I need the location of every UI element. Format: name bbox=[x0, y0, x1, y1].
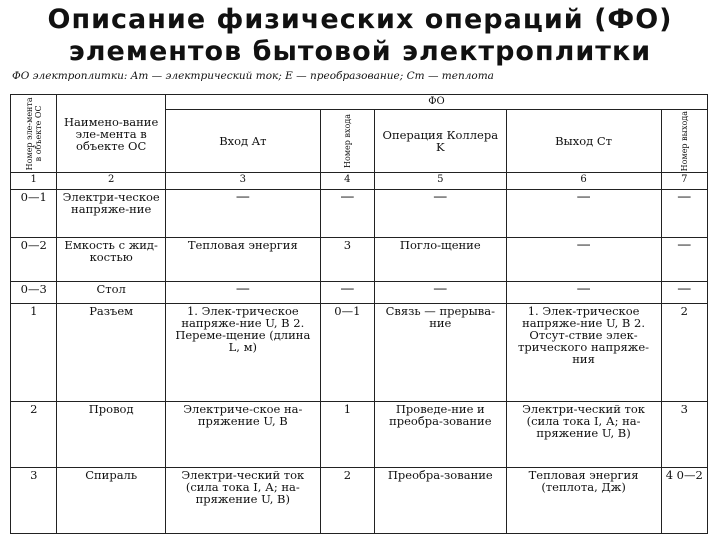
header-operation: Операция Коллера K bbox=[374, 110, 506, 173]
cell-element-number: 2 bbox=[11, 402, 57, 468]
col-number: 2 bbox=[57, 173, 165, 190]
table-row bbox=[11, 238, 708, 282]
cell-element-name: Провод bbox=[57, 402, 165, 468]
col-number: 6 bbox=[506, 173, 661, 190]
cell-output: — bbox=[506, 238, 661, 282]
cell-output: — bbox=[506, 190, 661, 238]
cell-input-number: 2 bbox=[320, 468, 374, 534]
cell-element-number: 0—3 bbox=[11, 282, 57, 304]
cell-element-number: 0—2 bbox=[11, 238, 57, 282]
cell-input-number: 0—1 bbox=[320, 304, 374, 402]
header-input-number: Номер входа bbox=[320, 110, 374, 173]
cell-output-number: — bbox=[661, 282, 707, 304]
cell-element-name: Емкость с жид-костью bbox=[57, 238, 165, 282]
table-row bbox=[11, 402, 708, 468]
cell-input: 1. Элек-трическое напряже-ние U, В 2. Переме-щение (длина L, м) bbox=[165, 304, 320, 402]
page-title-line-2: элементов бытовой электроплитки bbox=[68, 36, 652, 67]
cell-input: Электри-ческий ток (сила тока I, А; на-пряжение U, В) bbox=[165, 468, 320, 534]
table-row bbox=[11, 190, 708, 238]
table-caption: ФО электроплитки: Aт — электрический ток; E — преобразование; Cт — теплота bbox=[12, 70, 494, 82]
col-number: 1 bbox=[11, 173, 57, 190]
cell-output-number: — bbox=[661, 190, 707, 238]
header-fo-group: ФО bbox=[165, 95, 707, 110]
header-element-number: Номер эле-мента в объекте ОС bbox=[11, 95, 57, 173]
cell-output-number: 3 bbox=[661, 402, 707, 468]
col-number: 5 bbox=[374, 173, 506, 190]
cell-output: 1. Элек-трическое напряже-ние U, В 2. Отсут-ствие элек-трического напряже-ния bbox=[506, 304, 661, 402]
table-row bbox=[11, 304, 708, 402]
header-output-number: Номер выхода bbox=[661, 110, 707, 173]
cell-output-number: — bbox=[661, 238, 707, 282]
cell-operation: Проведе-ние и преобра-зование bbox=[374, 402, 506, 468]
cell-element-number: 0—1 bbox=[11, 190, 57, 238]
cell-input: Тепловая энергия bbox=[165, 238, 320, 282]
cell-input-number: 3 bbox=[320, 238, 374, 282]
cell-input-number: — bbox=[320, 190, 374, 238]
cell-output: Тепловая энергия (теплота, Дж) bbox=[506, 468, 661, 534]
cell-input: — bbox=[165, 190, 320, 238]
cell-input: — bbox=[165, 282, 320, 304]
cell-input-number: — bbox=[320, 282, 374, 304]
cell-element-number: 3 bbox=[11, 468, 57, 534]
col-number: 4 bbox=[320, 173, 374, 190]
header-input: Вход Aт bbox=[165, 110, 320, 173]
col-number: 3 bbox=[165, 173, 320, 190]
column-numbers-row bbox=[11, 173, 708, 190]
cell-operation: Погло-щение bbox=[374, 238, 506, 282]
cell-element-name: Стол bbox=[57, 282, 165, 304]
cell-output: — bbox=[506, 282, 661, 304]
cell-element-name: Спираль bbox=[57, 468, 165, 534]
page-title-line-1: Описание физических операций (ФО) bbox=[47, 4, 673, 35]
cell-element-name: Электри-ческое напряже-ние bbox=[57, 190, 165, 238]
cell-output-number: 4 0—2 bbox=[661, 468, 707, 534]
table-row bbox=[11, 468, 708, 534]
cell-operation: — bbox=[374, 282, 506, 304]
cell-operation: — bbox=[374, 190, 506, 238]
header-output: Выход Cт bbox=[506, 110, 661, 173]
cell-element-number: 1 bbox=[11, 304, 57, 402]
cell-output: Электри-ческий ток (сила тока I, А; на-пряжение U, В) bbox=[506, 402, 661, 468]
col-number: 7 bbox=[661, 173, 707, 190]
cell-input-number: 1 bbox=[320, 402, 374, 468]
cell-operation: Преобра-зование bbox=[374, 468, 506, 534]
cell-output-number: 2 bbox=[661, 304, 707, 402]
header-element-name: Наимено-вание эле-мента в объекте ОС bbox=[57, 95, 165, 173]
physical-operations-table bbox=[10, 94, 708, 534]
cell-operation: Связь — прерыва-ние bbox=[374, 304, 506, 402]
cell-input: Электриче-ское на-пряжение U, В bbox=[165, 402, 320, 468]
header-row-1 bbox=[11, 95, 708, 110]
table-row bbox=[11, 282, 708, 304]
cell-element-name: Разъем bbox=[57, 304, 165, 402]
